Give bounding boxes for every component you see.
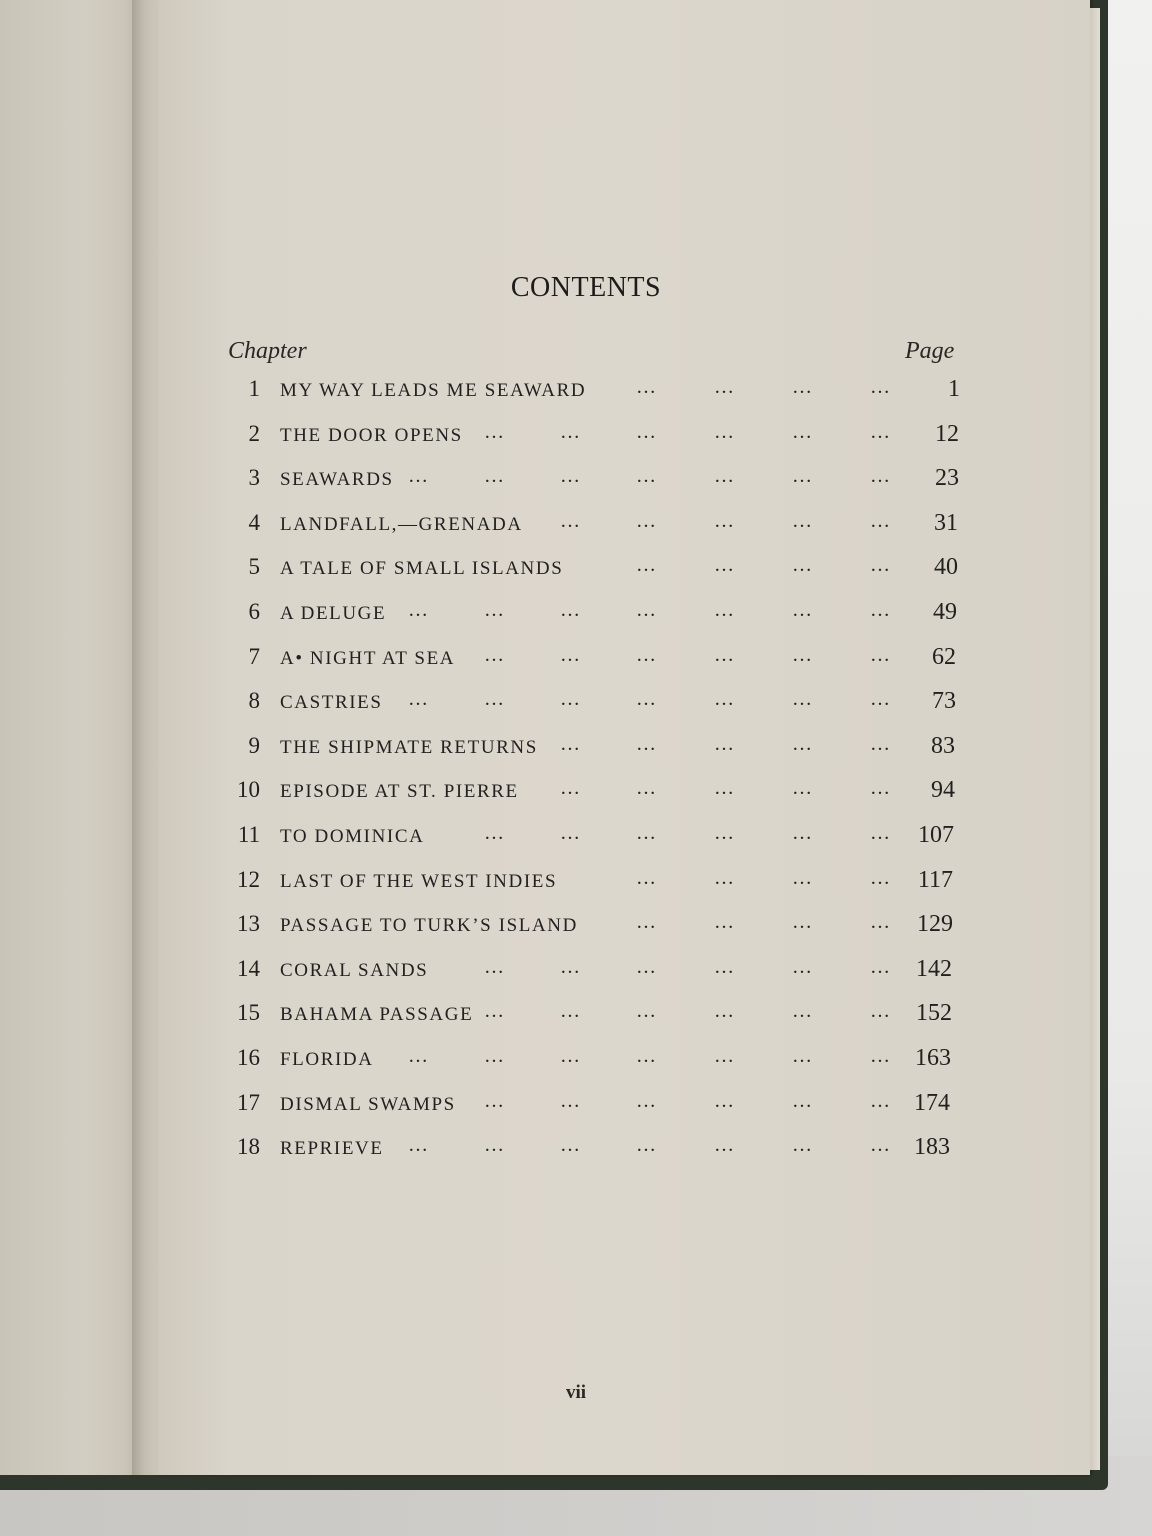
page-folio: vii (565, 1382, 587, 1403)
leader-dots: … (792, 643, 814, 666)
chapter-title: DISMAL SWAMPS (280, 1093, 456, 1115)
leader-dots: … (484, 465, 506, 488)
page-number: 83 (931, 732, 955, 759)
leader-dots: … (792, 777, 814, 800)
leader-dots: … (714, 955, 736, 978)
leader-dots: … (636, 554, 658, 577)
leader-dots: … (560, 599, 582, 621)
leader-dots: … (408, 599, 430, 621)
toc-entry (0, 954, 1152, 994)
page-number: 12 (935, 420, 959, 447)
leader-dots: … (636, 1000, 658, 1023)
chapter-title: REPRIEVE (280, 1138, 384, 1160)
leader-dots: … (870, 1089, 892, 1112)
chapter-title: THE DOOR OPENS (280, 424, 463, 446)
leader-dots: … (560, 777, 582, 800)
page-column-heading: Page (905, 338, 955, 364)
leader-dots: … (792, 554, 814, 577)
leader-dots: … (636, 822, 658, 844)
leader-dots: … (870, 1045, 892, 1067)
page-number: 129 (917, 911, 953, 938)
page-number: 31 (934, 509, 958, 536)
chapter-number: 17 (237, 1089, 260, 1115)
leader-dots: … (714, 465, 736, 488)
leader-dots: … (636, 955, 658, 978)
leader-dots: … (714, 1089, 736, 1112)
chapter-title: FLORIDA (280, 1049, 374, 1070)
leader-dots: … (714, 376, 736, 398)
leader-dots: … (636, 777, 658, 800)
chapter-number: 15 (237, 1000, 260, 1026)
leader-dots: … (714, 688, 736, 711)
leader-dots: … (484, 420, 506, 443)
leader-dots: … (792, 599, 814, 621)
leader-dots: … (408, 688, 430, 711)
toc-entry (0, 463, 1152, 503)
leader-dots: … (792, 955, 814, 978)
leader-dots: … (560, 420, 582, 443)
chapter-title: A• NIGHT AT SEA (280, 647, 456, 669)
leader-dots: … (636, 465, 658, 488)
leader-dots: … (792, 688, 814, 711)
leader-dots: … (484, 1045, 506, 1067)
toc-entry (0, 419, 1152, 459)
leader-dots: … (560, 822, 582, 844)
page-number: 107 (918, 822, 954, 848)
toc-entry (0, 597, 1152, 637)
toc-entry (0, 731, 1152, 771)
leader-dots: … (792, 866, 814, 889)
leader-dots: … (792, 1045, 814, 1067)
leader-dots: … (636, 643, 658, 666)
chapter-column-heading: Chapter (228, 338, 307, 364)
leader-dots: … (792, 376, 814, 398)
leader-dots: … (560, 1045, 582, 1067)
leader-dots: … (792, 465, 814, 488)
leader-dots: … (792, 911, 814, 934)
leader-dots: … (484, 599, 506, 621)
leader-dots: … (636, 420, 658, 443)
chapter-number: 7 (248, 643, 260, 669)
leader-dots: … (870, 599, 892, 621)
toc-entry (0, 865, 1152, 905)
leader-dots: … (560, 1000, 582, 1023)
leader-dots: … (714, 643, 736, 666)
leader-dots: … (714, 911, 736, 934)
leader-dots: … (636, 1089, 658, 1112)
leader-dots: … (870, 420, 892, 443)
chapter-title: EPISODE AT ST. PIERRE (280, 781, 519, 803)
leader-dots: … (636, 1134, 658, 1157)
chapter-title: LANDFALL,—GRENADA (280, 513, 523, 535)
leader-dots: … (870, 777, 892, 800)
page-number: 152 (916, 1000, 952, 1027)
leader-dots: … (560, 688, 582, 711)
chapter-title: A DELUGE (280, 603, 387, 624)
page-number: 117 (917, 866, 953, 893)
leader-dots: … (870, 732, 892, 755)
leader-dots: … (484, 1000, 506, 1023)
leader-dots: … (870, 1134, 892, 1157)
leader-dots: … (870, 1000, 892, 1023)
leader-dots: … (870, 554, 892, 577)
leader-dots: … (870, 688, 892, 711)
leader-dots: … (408, 465, 430, 488)
toc-entry (0, 820, 1152, 860)
leader-dots: … (792, 509, 814, 532)
leader-dots: … (870, 911, 892, 934)
leader-dots: … (560, 509, 582, 532)
chapter-title: MY WAY LEADS ME SEAWARD (280, 380, 587, 401)
page-number: 62 (932, 643, 956, 670)
page-number: 183 (914, 1134, 950, 1161)
chapter-title: TO DOMINICA (280, 826, 425, 847)
page-number: 94 (931, 777, 955, 804)
chapter-number: 16 (237, 1045, 260, 1070)
page-number: 73 (932, 688, 956, 715)
leader-dots: … (792, 1089, 814, 1112)
toc-entry (0, 686, 1152, 726)
leader-dots: … (636, 866, 658, 889)
chapter-number: 4 (248, 509, 260, 535)
chapter-number: 14 (237, 955, 260, 981)
leader-dots: … (870, 465, 892, 488)
leader-dots: … (792, 1000, 814, 1023)
page-number: 40 (934, 554, 958, 581)
toc-entry (0, 775, 1152, 815)
leader-dots: … (870, 955, 892, 978)
chapter-number: 13 (237, 911, 260, 937)
leader-dots: … (636, 732, 658, 755)
leader-dots: … (714, 1134, 736, 1157)
leader-dots: … (560, 643, 582, 666)
chapter-number: 5 (248, 554, 260, 580)
page-number: 23 (935, 465, 959, 492)
chapter-title: LAST OF THE WEST INDIES (280, 870, 558, 892)
leader-dots: … (714, 732, 736, 755)
leader-dots: … (870, 643, 892, 666)
toc-entry (0, 642, 1152, 682)
leader-dots: … (560, 1089, 582, 1112)
toc-entry (0, 552, 1152, 592)
leader-dots: … (792, 1134, 814, 1157)
toc-entry (0, 998, 1152, 1038)
leader-dots: … (714, 1000, 736, 1023)
leader-dots: … (408, 1045, 430, 1067)
chapter-title: BAHAMA PASSAGE (280, 1004, 474, 1026)
leader-dots: … (636, 509, 658, 532)
leader-dots: … (636, 599, 658, 621)
leader-dots: … (870, 376, 892, 398)
leader-dots: … (484, 688, 506, 711)
leader-dots: … (560, 465, 582, 488)
leader-dots: … (636, 688, 658, 711)
toc-entry (0, 508, 1152, 548)
chapter-title: PASSAGE TO TURK’S ISLAND (280, 915, 578, 937)
leader-dots: … (636, 911, 658, 934)
leader-dots: … (714, 777, 736, 800)
leader-dots: … (870, 509, 892, 532)
chapter-title: CASTRIES (280, 692, 383, 714)
toc-entry (0, 909, 1152, 949)
leader-dots: … (560, 732, 582, 755)
leader-dots: … (408, 1134, 430, 1157)
chapter-number: 11 (237, 822, 260, 847)
leader-dots: … (714, 509, 736, 532)
page-number: 1 (948, 376, 960, 402)
page-number: 174 (914, 1089, 950, 1116)
leader-dots: … (870, 822, 892, 844)
leader-dots: … (484, 955, 506, 978)
chapter-number: 18 (237, 1134, 260, 1160)
chapter-title: SEAWARDS (280, 469, 394, 491)
toc-entry (0, 1043, 1152, 1083)
leader-dots: … (714, 1045, 736, 1067)
chapter-number: 3 (248, 465, 260, 491)
leader-dots: … (636, 376, 658, 398)
page-number: 142 (916, 955, 952, 982)
page-title: CONTENTS (510, 272, 662, 303)
leader-dots: … (484, 822, 506, 844)
chapter-number: 10 (237, 777, 260, 803)
leader-dots: … (714, 420, 736, 443)
chapter-number: 8 (248, 688, 260, 714)
leader-dots: … (484, 1134, 506, 1157)
page-number: 163 (915, 1045, 951, 1071)
toc-entry (0, 1132, 1152, 1172)
chapter-number: 12 (237, 866, 260, 892)
leader-dots: … (714, 822, 736, 844)
page-number: 49 (933, 599, 957, 625)
leader-dots: … (792, 822, 814, 844)
leader-dots: … (714, 599, 736, 621)
leader-dots: … (792, 420, 814, 443)
chapter-title: CORAL SANDS (280, 959, 429, 981)
leader-dots: … (484, 643, 506, 666)
leader-dots: … (484, 1089, 506, 1112)
leader-dots: … (714, 554, 736, 577)
toc-entry (0, 374, 1152, 414)
chapter-number: 2 (248, 420, 260, 446)
chapter-title: THE SHIPMATE RETURNS (280, 736, 538, 758)
toc-entry (0, 1088, 1152, 1128)
chapter-number: 1 (248, 376, 260, 401)
chapter-number: 6 (248, 599, 260, 624)
leader-dots: … (636, 1045, 658, 1067)
leader-dots: … (560, 1134, 582, 1157)
chapter-title: A TALE OF SMALL ISLANDS (280, 558, 564, 580)
chapter-number: 9 (248, 732, 260, 758)
leader-dots: … (870, 866, 892, 889)
leader-dots: … (714, 866, 736, 889)
leader-dots: … (792, 732, 814, 755)
leader-dots: … (560, 955, 582, 978)
